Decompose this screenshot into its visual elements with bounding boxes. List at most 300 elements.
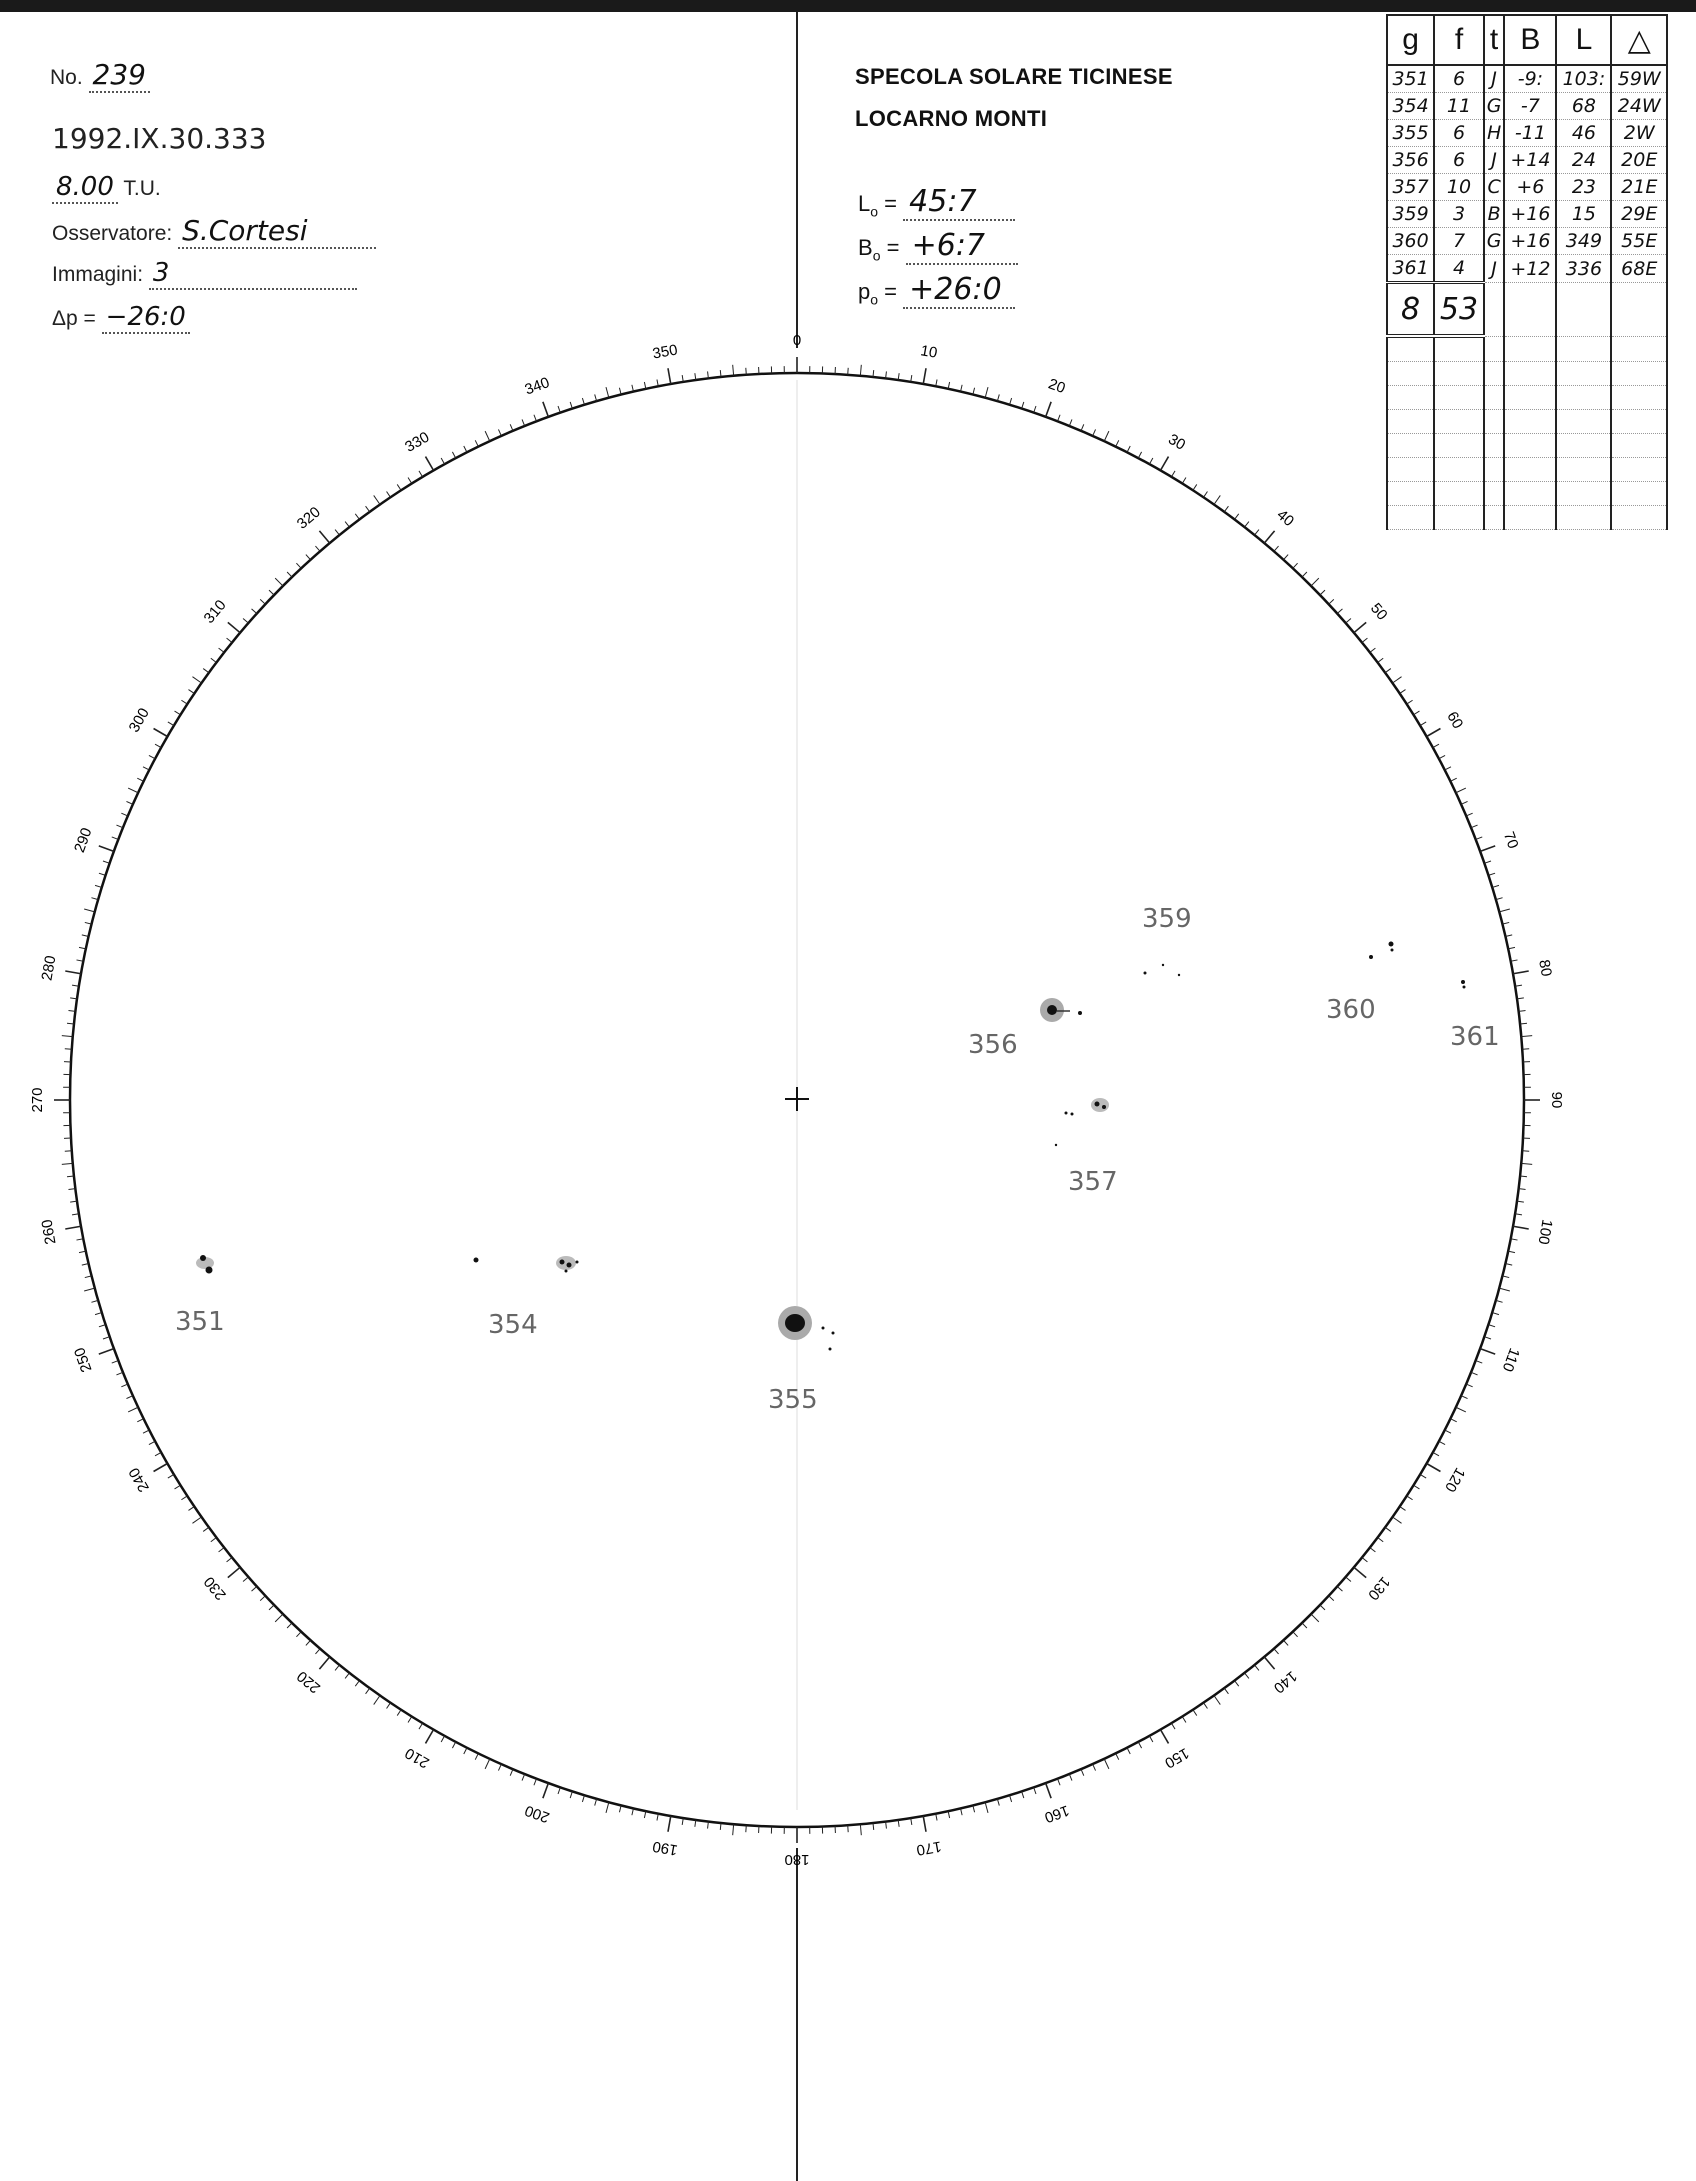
table-cell: +14 bbox=[1504, 147, 1556, 174]
degree-tick bbox=[1214, 1696, 1220, 1705]
degree-label: 60 bbox=[1443, 708, 1467, 732]
degree-tick bbox=[644, 1811, 645, 1818]
table-cell: 360 bbox=[1387, 228, 1434, 255]
degree-tick bbox=[1414, 1485, 1420, 1489]
degree-tick bbox=[1492, 885, 1499, 887]
degree-label: 150 bbox=[1161, 1744, 1192, 1772]
degree-tick bbox=[534, 415, 537, 422]
p0-sub: o bbox=[870, 291, 879, 308]
degree-tick bbox=[570, 1791, 572, 1798]
table-cell: J bbox=[1484, 65, 1505, 93]
group-label-361: 361 bbox=[1450, 1022, 1500, 1052]
degree-tick bbox=[79, 1251, 86, 1252]
degree-tick bbox=[1046, 1783, 1051, 1798]
table-cell: 6 bbox=[1434, 147, 1484, 174]
degree-tick bbox=[441, 1736, 444, 1742]
degree-tick bbox=[95, 1313, 102, 1315]
degree-tick bbox=[644, 382, 645, 389]
degree-tick bbox=[175, 1485, 181, 1489]
degree-tick bbox=[149, 755, 155, 758]
degree-tick bbox=[522, 419, 525, 425]
degree-tick bbox=[1461, 1396, 1467, 1399]
degree-tick bbox=[582, 1795, 584, 1802]
degree-tick bbox=[558, 406, 560, 413]
degree-tick bbox=[387, 491, 391, 497]
degree-tick bbox=[485, 431, 490, 441]
table-cell: 55E bbox=[1611, 228, 1667, 255]
observer-label: Osservatore: bbox=[52, 222, 173, 245]
degree-tick bbox=[1224, 1688, 1228, 1694]
degree-tick bbox=[1362, 638, 1367, 642]
degree-tick bbox=[65, 971, 81, 974]
group-label-351: 351 bbox=[175, 1307, 225, 1337]
degree-tick bbox=[1484, 861, 1491, 863]
time-value: 8.00 bbox=[52, 172, 118, 204]
degree-tick bbox=[1320, 1605, 1325, 1610]
degree-label: 70 bbox=[1499, 829, 1522, 851]
degree-tick bbox=[419, 471, 423, 477]
degree-tick bbox=[1354, 622, 1366, 632]
degree-tick bbox=[374, 1696, 380, 1705]
degree-tick bbox=[1378, 658, 1384, 662]
degree-tick bbox=[1274, 1649, 1279, 1654]
degree-tick bbox=[558, 1787, 560, 1794]
degree-tick bbox=[1182, 478, 1186, 484]
degree-tick bbox=[923, 1816, 926, 1832]
degree-tick bbox=[522, 1774, 525, 1780]
degree-tick bbox=[192, 677, 201, 683]
degree-tick bbox=[1445, 1430, 1451, 1433]
degree-tick bbox=[128, 1407, 138, 1412]
total-spots: 53 bbox=[1434, 283, 1484, 337]
degree-tick bbox=[269, 1605, 274, 1610]
degree-tick bbox=[65, 1226, 81, 1229]
table-cell: 361 bbox=[1387, 255, 1434, 283]
table-cell: 2W bbox=[1611, 120, 1667, 147]
degree-label: 220 bbox=[293, 1667, 324, 1697]
degree-tick bbox=[1235, 514, 1239, 520]
degree-tick bbox=[306, 1640, 311, 1645]
degree-label: 0 bbox=[792, 331, 802, 349]
col-t: t bbox=[1484, 15, 1505, 65]
sunspot-group-360 bbox=[1369, 942, 1394, 960]
degree-tick bbox=[985, 1802, 988, 1813]
degree-label: 10 bbox=[919, 342, 939, 362]
B0-sub: o bbox=[872, 247, 881, 264]
degree-label: 140 bbox=[1270, 1667, 1301, 1697]
table-cell: 336 bbox=[1556, 255, 1611, 283]
degree-tick bbox=[860, 1824, 861, 1835]
degree-label: 130 bbox=[1364, 1573, 1394, 1604]
degree-tick bbox=[1081, 1769, 1084, 1775]
degree-label: 190 bbox=[651, 1837, 679, 1859]
degree-tick bbox=[227, 1558, 232, 1562]
degree-tick bbox=[79, 947, 86, 948]
degree-tick bbox=[1245, 1673, 1249, 1679]
degree-tick bbox=[287, 572, 292, 577]
degree-tick bbox=[1127, 1748, 1130, 1754]
degree-tick bbox=[143, 767, 149, 770]
degree-tick bbox=[1058, 415, 1061, 422]
delta-p-label: Δp = bbox=[52, 307, 96, 330]
table-cell: 6 bbox=[1434, 65, 1484, 93]
degree-tick bbox=[387, 1703, 391, 1709]
degree-tick bbox=[1193, 484, 1197, 490]
degree-tick bbox=[1445, 767, 1451, 770]
degree-label: 310 bbox=[200, 596, 230, 627]
degree-tick bbox=[366, 1688, 370, 1694]
degree-tick bbox=[1149, 1736, 1152, 1742]
degree-tick bbox=[95, 885, 102, 887]
degree-tick bbox=[275, 1614, 283, 1622]
degree-tick bbox=[203, 669, 209, 673]
degree-tick bbox=[1521, 1163, 1532, 1164]
degree-tick bbox=[128, 788, 138, 793]
table-cell: -7 bbox=[1504, 93, 1556, 120]
degree-tick bbox=[155, 744, 161, 747]
degree-tick bbox=[335, 1665, 339, 1670]
degree-tick bbox=[188, 1507, 194, 1511]
degree-label: 230 bbox=[200, 1573, 230, 1604]
degree-tick bbox=[296, 1632, 301, 1637]
degree-tick bbox=[1337, 609, 1342, 614]
degree-tick bbox=[1466, 813, 1472, 816]
degree-tick bbox=[1283, 1640, 1288, 1645]
degree-tick bbox=[1407, 1496, 1413, 1500]
group-label-355: 355 bbox=[768, 1385, 818, 1415]
degree-tick bbox=[1264, 531, 1274, 543]
table-cell: 355 bbox=[1387, 120, 1434, 147]
degree-tick bbox=[1171, 471, 1175, 477]
group-label-360: 360 bbox=[1326, 995, 1376, 1025]
degree-tick bbox=[355, 1681, 359, 1687]
degree-label: 110 bbox=[1498, 1345, 1523, 1374]
degree-label: 280 bbox=[38, 954, 60, 982]
degree-tick bbox=[397, 1710, 401, 1716]
degree-tick bbox=[1274, 546, 1279, 551]
degree-tick bbox=[203, 1527, 209, 1531]
degree-tick bbox=[126, 1396, 132, 1399]
table-cell: 6 bbox=[1434, 120, 1484, 147]
table-cell: 24 bbox=[1556, 147, 1611, 174]
total-groups: 8 bbox=[1387, 283, 1434, 337]
degree-tick bbox=[1439, 755, 1445, 758]
degree-label: 160 bbox=[1042, 1801, 1072, 1826]
p0-value: +26:0 bbox=[903, 272, 1015, 309]
degree-tick bbox=[315, 1649, 320, 1654]
degree-tick bbox=[211, 1538, 217, 1542]
table-cell: -11 bbox=[1504, 120, 1556, 147]
degree-tick bbox=[1069, 419, 1072, 425]
degree-tick bbox=[1370, 1548, 1376, 1552]
degree-tick bbox=[1104, 1759, 1109, 1769]
degree-label: 120 bbox=[1441, 1464, 1469, 1495]
group-label-357: 357 bbox=[1068, 1167, 1118, 1197]
degree-tick bbox=[441, 458, 444, 464]
degree-tick bbox=[137, 1419, 143, 1422]
degree-tick bbox=[1161, 1730, 1169, 1744]
degree-tick bbox=[1034, 406, 1036, 413]
degree-label: 320 bbox=[293, 503, 324, 533]
table-cell: B bbox=[1484, 201, 1505, 228]
table-cell: C bbox=[1484, 174, 1505, 201]
degree-tick bbox=[155, 1452, 161, 1455]
degree-tick bbox=[181, 1496, 187, 1500]
degree-tick bbox=[733, 365, 734, 376]
degree-tick bbox=[1354, 1567, 1366, 1577]
degree-tick bbox=[116, 1372, 122, 1375]
degree-tick bbox=[296, 563, 301, 568]
degree-tick bbox=[543, 402, 548, 417]
degree-tick bbox=[1337, 1586, 1342, 1591]
degree-tick bbox=[668, 368, 671, 384]
degree-tick bbox=[1138, 452, 1141, 458]
degree-label: 350 bbox=[651, 341, 679, 363]
table-cell: 103: bbox=[1556, 65, 1611, 93]
degree-tick bbox=[1420, 722, 1426, 726]
degree-tick bbox=[1499, 1288, 1510, 1291]
degree-tick bbox=[1182, 1717, 1186, 1723]
degree-tick bbox=[1022, 402, 1024, 409]
degree-tick bbox=[1427, 1464, 1441, 1472]
degree-label: 180 bbox=[784, 1851, 810, 1869]
degree-label: 90 bbox=[1548, 1091, 1566, 1109]
degree-tick bbox=[211, 658, 217, 662]
table-cell: 356 bbox=[1387, 147, 1434, 174]
degree-tick bbox=[275, 578, 283, 586]
degree-tick bbox=[1385, 1527, 1391, 1531]
table-cell: H bbox=[1484, 120, 1505, 147]
degree-tick bbox=[1293, 563, 1298, 568]
degree-tick bbox=[99, 873, 106, 875]
group-label-354: 354 bbox=[488, 1310, 538, 1340]
sunspot-group-356 bbox=[1040, 998, 1082, 1022]
p0-eq: = bbox=[884, 279, 898, 304]
degree-tick bbox=[475, 440, 478, 446]
table-cell: 7 bbox=[1434, 228, 1484, 255]
degree-tick bbox=[408, 1717, 412, 1723]
degree-tick bbox=[269, 590, 274, 595]
degree-tick bbox=[99, 1325, 106, 1327]
degree-tick bbox=[287, 1623, 292, 1628]
degree-tick bbox=[99, 846, 114, 851]
degree-label: 40 bbox=[1273, 506, 1298, 531]
degree-tick bbox=[733, 1824, 734, 1835]
degree-tick bbox=[1407, 700, 1413, 704]
degree-tick bbox=[188, 690, 194, 694]
degree-tick bbox=[219, 1548, 225, 1552]
degree-tick bbox=[116, 825, 122, 828]
degree-tick bbox=[1320, 590, 1325, 595]
degree-tick bbox=[154, 729, 168, 737]
degree-tick bbox=[1513, 1226, 1529, 1229]
table-cell: 21E bbox=[1611, 174, 1667, 201]
degree-tick bbox=[543, 1783, 548, 1798]
table-cell: J bbox=[1484, 147, 1505, 174]
degree-tick bbox=[228, 1567, 240, 1577]
table-cell: 68E bbox=[1611, 255, 1667, 283]
degree-tick bbox=[252, 1586, 257, 1591]
degree-tick bbox=[1450, 778, 1456, 781]
degree-tick bbox=[1400, 690, 1406, 694]
table-cell: 10 bbox=[1434, 174, 1484, 201]
degree-tick bbox=[1433, 744, 1439, 747]
degree-tick bbox=[1488, 873, 1495, 875]
degree-tick bbox=[103, 861, 110, 863]
degree-tick bbox=[397, 484, 401, 490]
degree-tick bbox=[985, 387, 988, 398]
degree-tick bbox=[1385, 669, 1391, 673]
degree-tick bbox=[103, 1337, 110, 1339]
degree-tick bbox=[175, 711, 181, 715]
table-cell: G bbox=[1484, 228, 1505, 255]
table-cell: 11 bbox=[1434, 93, 1484, 120]
degree-tick bbox=[192, 1517, 201, 1523]
sunspot-group-351 bbox=[196, 1255, 214, 1274]
L0-value: 45:7 bbox=[903, 184, 1015, 221]
degree-tick bbox=[1022, 1791, 1024, 1798]
degree-tick bbox=[1214, 495, 1220, 504]
degree-tick bbox=[1255, 530, 1259, 535]
group-label-359: 359 bbox=[1142, 904, 1192, 934]
degree-tick bbox=[1414, 711, 1420, 715]
degree-tick bbox=[1058, 1779, 1061, 1786]
table-cell: 357 bbox=[1387, 174, 1434, 201]
table-cell: 20E bbox=[1611, 147, 1667, 174]
degree-tick bbox=[260, 1596, 265, 1601]
degree-tick bbox=[121, 1384, 127, 1387]
table-cell: 59W bbox=[1611, 65, 1667, 93]
degree-tick bbox=[1302, 572, 1307, 577]
degree-label: 210 bbox=[402, 1744, 433, 1772]
degree-tick bbox=[1034, 1787, 1036, 1794]
p0-label: p bbox=[858, 279, 871, 304]
degree-tick bbox=[1116, 1753, 1119, 1759]
degree-tick bbox=[260, 599, 265, 604]
degree-tick bbox=[948, 1811, 949, 1818]
time-unit: T.U. bbox=[123, 177, 161, 200]
table-cell: +16 bbox=[1504, 228, 1556, 255]
degree-tick bbox=[668, 1816, 671, 1832]
degree-tick bbox=[121, 813, 127, 816]
degree-tick bbox=[1362, 1558, 1367, 1562]
sunspot-group-355 bbox=[778, 1306, 835, 1351]
degree-tick bbox=[1499, 909, 1510, 912]
degree-tick bbox=[1508, 947, 1515, 948]
degree-label: 100 bbox=[1534, 1218, 1556, 1246]
table-cell: G bbox=[1484, 93, 1505, 120]
degree-tick bbox=[1093, 1764, 1096, 1770]
degree-tick bbox=[923, 368, 926, 384]
degree-tick bbox=[475, 1753, 478, 1759]
degree-tick bbox=[1081, 424, 1084, 430]
images-label: Immagini: bbox=[52, 263, 144, 286]
degree-tick bbox=[219, 648, 225, 652]
degree-tick bbox=[1010, 1795, 1012, 1802]
degree-tick bbox=[1149, 458, 1152, 464]
degree-label: 50 bbox=[1366, 599, 1391, 624]
degree-tick bbox=[464, 1748, 467, 1754]
degree-tick bbox=[1456, 1407, 1466, 1412]
table-cell: J bbox=[1484, 255, 1505, 283]
date-value: 1992.IX.30.333 bbox=[52, 122, 267, 155]
degree-tick bbox=[181, 700, 187, 704]
degree-label: 250 bbox=[71, 1345, 96, 1375]
table-cell: 4 bbox=[1434, 255, 1484, 283]
degree-tick bbox=[1427, 729, 1441, 737]
degree-tick bbox=[452, 452, 455, 458]
table-cell: 3 bbox=[1434, 201, 1484, 228]
degree-tick bbox=[498, 1764, 501, 1770]
images-value: 3 bbox=[149, 258, 357, 290]
degree-tick bbox=[99, 1349, 114, 1354]
group-label-356: 356 bbox=[968, 1030, 1018, 1060]
degree-tick bbox=[1283, 555, 1288, 560]
degree-tick bbox=[426, 1730, 434, 1744]
degree-tick bbox=[498, 429, 501, 435]
L0-label: L bbox=[858, 191, 871, 216]
degree-tick bbox=[948, 382, 949, 389]
degree-tick bbox=[1420, 1474, 1426, 1478]
degree-tick bbox=[243, 618, 248, 623]
degree-tick bbox=[1302, 1623, 1307, 1628]
degree-label: 200 bbox=[522, 1801, 552, 1826]
degree-tick bbox=[1093, 429, 1096, 435]
degree-tick bbox=[1346, 618, 1351, 623]
table-cell: +6 bbox=[1504, 174, 1556, 201]
degree-tick bbox=[1104, 431, 1109, 441]
degree-label: 290 bbox=[71, 825, 96, 855]
degree-tick bbox=[1393, 677, 1402, 683]
degree-label: 30 bbox=[1165, 430, 1189, 454]
degree-tick bbox=[1456, 788, 1466, 793]
degree-tick bbox=[1161, 457, 1169, 471]
degree-tick bbox=[168, 722, 174, 726]
number-label: No. bbox=[50, 66, 83, 89]
degree-tick bbox=[154, 1464, 168, 1472]
degree-tick bbox=[319, 531, 329, 543]
degree-tick bbox=[1311, 1614, 1319, 1622]
B0-value: +6:7 bbox=[906, 228, 1018, 265]
degree-tick bbox=[1508, 1251, 1515, 1252]
degree-tick bbox=[84, 909, 95, 912]
sunspot-group-354 bbox=[474, 1256, 579, 1273]
degree-tick bbox=[1488, 1325, 1495, 1327]
degree-tick bbox=[335, 530, 339, 535]
degree-tick bbox=[860, 365, 861, 376]
degree-tick bbox=[366, 506, 370, 512]
degree-tick bbox=[1471, 825, 1477, 828]
degree-tick bbox=[582, 398, 584, 405]
degree-tick bbox=[1116, 440, 1119, 446]
degree-tick bbox=[112, 837, 119, 840]
degree-tick bbox=[1378, 1538, 1384, 1542]
degree-label: 340 bbox=[522, 374, 552, 399]
degree-tick bbox=[464, 446, 467, 452]
degree-label: 170 bbox=[915, 1837, 943, 1859]
degree-tick bbox=[252, 609, 257, 614]
degree-tick bbox=[243, 1577, 248, 1582]
table-cell: 354 bbox=[1387, 93, 1434, 120]
sunspot-group-357 bbox=[1055, 1098, 1109, 1146]
table-cell: 46 bbox=[1556, 120, 1611, 147]
degree-tick bbox=[1370, 648, 1376, 652]
col-f: f bbox=[1434, 15, 1484, 65]
degree-tick bbox=[1311, 578, 1319, 586]
degree-tick bbox=[1476, 1361, 1483, 1364]
table-cell: 349 bbox=[1556, 228, 1611, 255]
degree-tick bbox=[1204, 1703, 1208, 1709]
